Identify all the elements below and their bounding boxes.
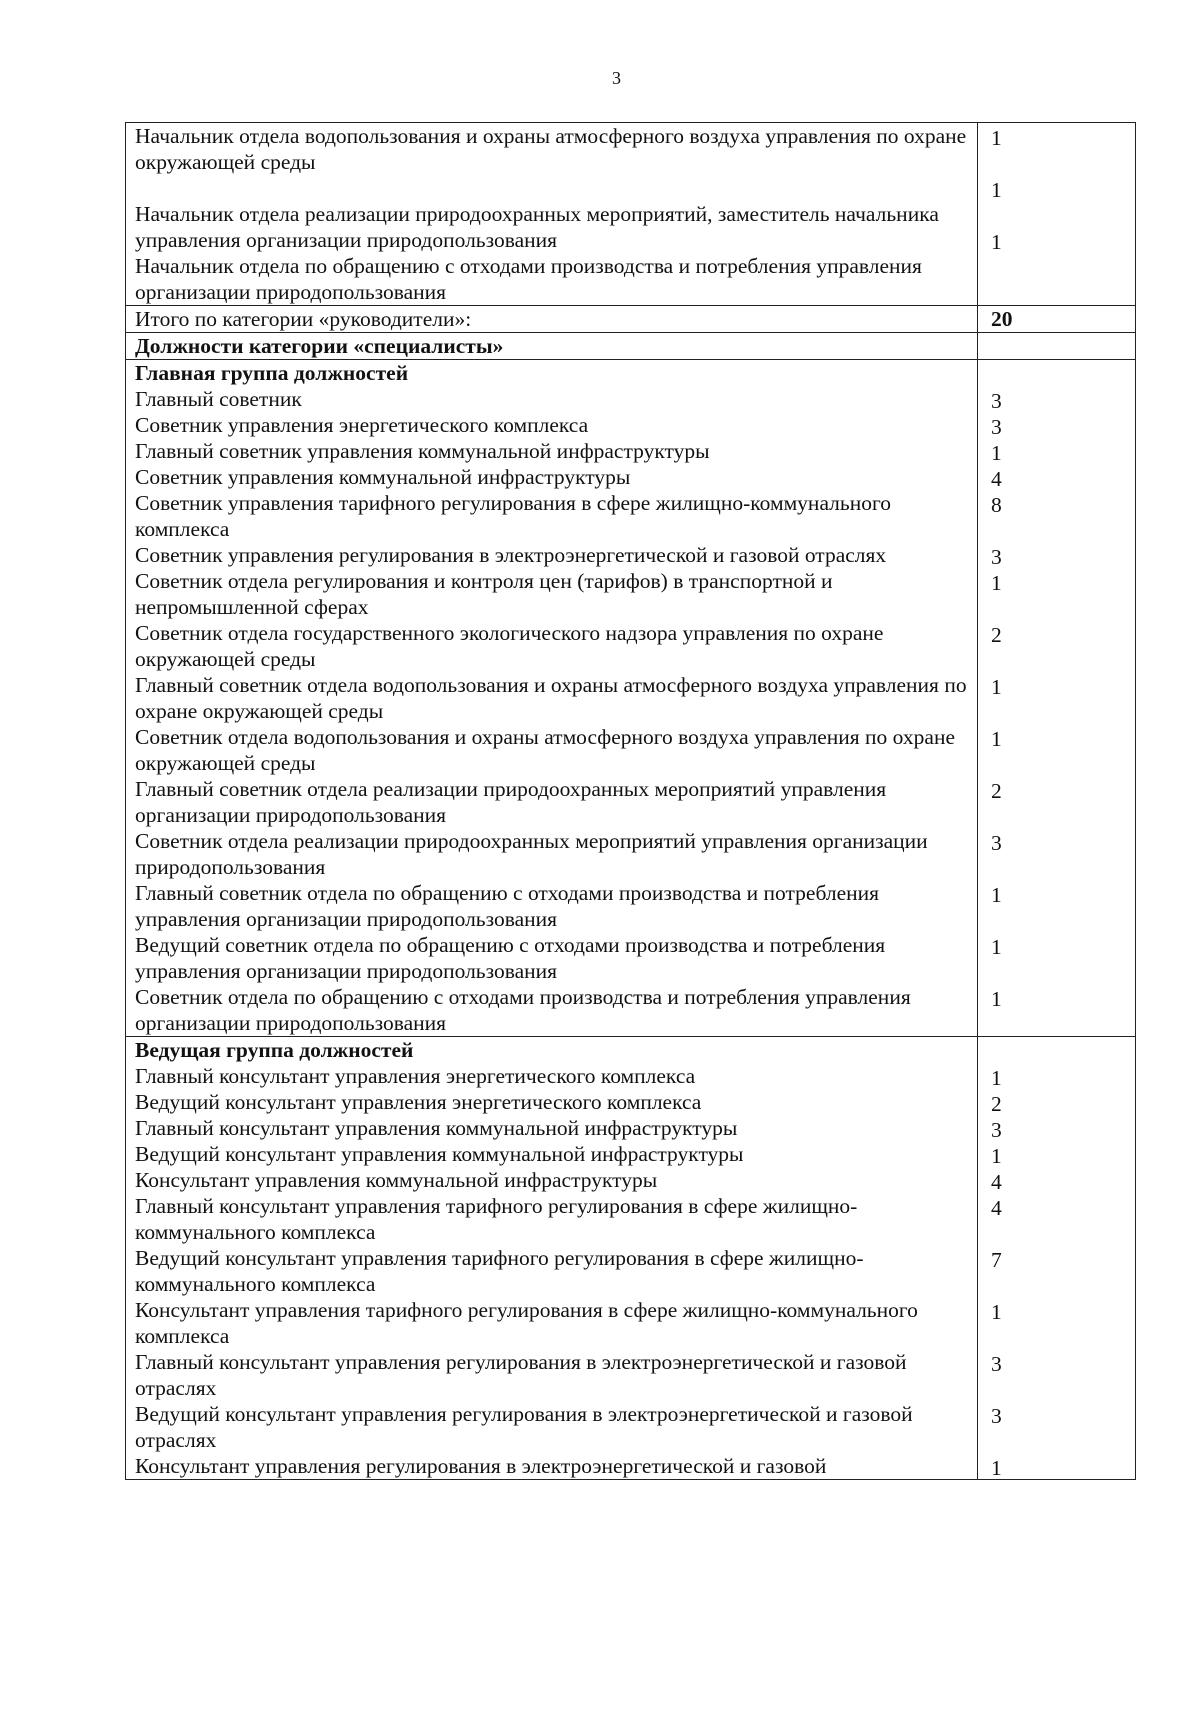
position-name: Главный советник управления коммунальной инфраструктуры [135, 439, 710, 463]
position-name: Советник отдела по обращению с отходами производства и потребления управления организации природопользования [135, 985, 911, 1035]
position-name: Начальник отдела по обращению с отходами производства и потребления управления организации природопользования [135, 254, 922, 304]
position-name: Консультант управления тарифного регулирования в сфере жилищно-коммунального комплекса [135, 1298, 918, 1348]
position-count: 1 [991, 675, 1002, 699]
position-count: 4 [991, 1196, 1002, 1220]
position-name: Советник отдела водопользования и охраны атмосферного воздуха управления по охране окружающей среды [135, 725, 955, 775]
position-count: 1 [991, 1456, 1002, 1480]
position-name: Ведущий консультант управления регулирования в электроэнергетической и газовой отраслях [135, 1402, 913, 1452]
position-count: 3 [991, 1118, 1002, 1142]
position-count: 7 [991, 1248, 1002, 1272]
leading-group-counts [978, 1037, 1136, 1480]
position-list [135, 1063, 969, 1479]
position-name: Советник управления энергетического комплекса [135, 413, 589, 437]
position-list [135, 123, 969, 201]
category-heading-row [126, 333, 1136, 360]
position-name: Советник отдела реализации природоохранных мероприятий управления организации природопользования [135, 829, 928, 879]
count-list [991, 1063, 1135, 1479]
position-count: 2 [991, 779, 1002, 803]
total-count: 20 [978, 306, 1136, 333]
count-cell [978, 123, 1136, 306]
position-name: Советник управления коммунальной инфраструктуры [135, 465, 631, 489]
table-row [126, 123, 1136, 306]
position-count: 1 [991, 1300, 1002, 1324]
position-count: 4 [991, 467, 1002, 491]
position-name: Главный советник отдела по обращению с отходами производства и потребления управления организации природопользования [135, 881, 880, 931]
group-block [126, 360, 1136, 1037]
count-list [991, 386, 1135, 1036]
position-name-cell [126, 123, 978, 306]
position-count: 1 [991, 126, 1002, 150]
main-group-counts [978, 360, 1136, 1037]
position-name: Ведущий консультант управления коммунальной инфраструктуры [135, 1142, 744, 1166]
position-count: 3 [991, 1352, 1002, 1376]
position-count: 1 [991, 935, 1002, 959]
main-group-cell [126, 360, 978, 1037]
position-name: Советник отдела регулирования и контроля цен (тарифов) в транспортной и непромышленной сферах [135, 569, 833, 619]
position-count: 1 [991, 883, 1002, 907]
category-heading: Должности категории «специалисты» [126, 333, 978, 360]
position-name: Ведущий консультант управления тарифного регулирования в сфере жилищно-коммунального комплекса [135, 1246, 864, 1296]
position-count: 1 [991, 987, 1002, 1011]
position-name: Ведущий советник отдела по обращению с отходами производства и потребления управления организации природопользования [135, 933, 886, 983]
staff-table [125, 122, 1136, 1480]
position-name: Советник отдела государственного экологического надзора управления по охране окружающей среды [135, 621, 884, 671]
page-number: 3 [612, 68, 621, 88]
group-block [126, 1037, 1136, 1480]
position-name: Главный консультант управления регулирования в электроэнергетической и газовой отраслях [135, 1350, 907, 1400]
position-list [135, 386, 969, 1036]
position-count: 1 [991, 1144, 1002, 1168]
position-name: Консультант управления коммунальной инфраструктуры [135, 1168, 658, 1192]
total-row [126, 306, 1136, 333]
position-count: 1 [991, 441, 1002, 465]
position-name: Главный советник отдела реализации природоохранных мероприятий управления организации природопользования [135, 777, 887, 827]
position-count: 3 [991, 545, 1002, 569]
position-name: Главный консультант управления тарифного регулирования в сфере жилищно-коммунального комплекса [135, 1194, 858, 1244]
position-count: 3 [991, 1404, 1002, 1428]
group-heading: Ведущая группа должностей [135, 1038, 414, 1062]
position-name: Советник управления тарифного регулирования в сфере жилищно-коммунального комплекса [135, 491, 891, 541]
position-count: 1 [991, 230, 1002, 254]
position-name: Главный советник [135, 387, 302, 411]
position-count: 1 [991, 178, 1002, 202]
position-name: Консультант управления регулирования в электроэнергетической и газовой [135, 1454, 827, 1478]
position-count: 1 [991, 727, 1002, 751]
position-count: 1 [991, 1066, 1002, 1090]
position-name: Главный консультант управления коммунальной инфраструктуры [135, 1116, 738, 1140]
position-name: Главный консультант управления энергетического комплекса [135, 1064, 696, 1088]
position-count: 1 [991, 571, 1002, 595]
position-name: Советник управления регулирования в электроэнергетической и газовой отраслях [135, 543, 887, 567]
position-name: Начальник отдела водопользования и охраны атмосферного воздуха управления по охране окружающей среды [135, 124, 967, 174]
position-count: 2 [991, 623, 1002, 647]
total-label: Итого по категории «руководители»: [126, 306, 978, 333]
position-count: 3 [991, 831, 1002, 855]
position-count: 3 [991, 389, 1002, 413]
position-count: 2 [991, 1092, 1002, 1116]
position-name: Ведущий консультант управления энергетического комплекса [135, 1090, 702, 1114]
leading-group-cell [126, 1037, 978, 1480]
position-name: Главный советник отдела водопользования и охраны атмосферного воздуха управления по охране окружающей среды [135, 673, 967, 723]
group-heading: Главная группа должностей [135, 361, 409, 385]
position-count: 4 [991, 1170, 1002, 1194]
position-count: 8 [991, 493, 1002, 517]
position-name: Начальник отдела реализации природоохранных мероприятий, заместитель начальника управления организации природопользования [135, 202, 939, 252]
position-count: 3 [991, 415, 1002, 439]
